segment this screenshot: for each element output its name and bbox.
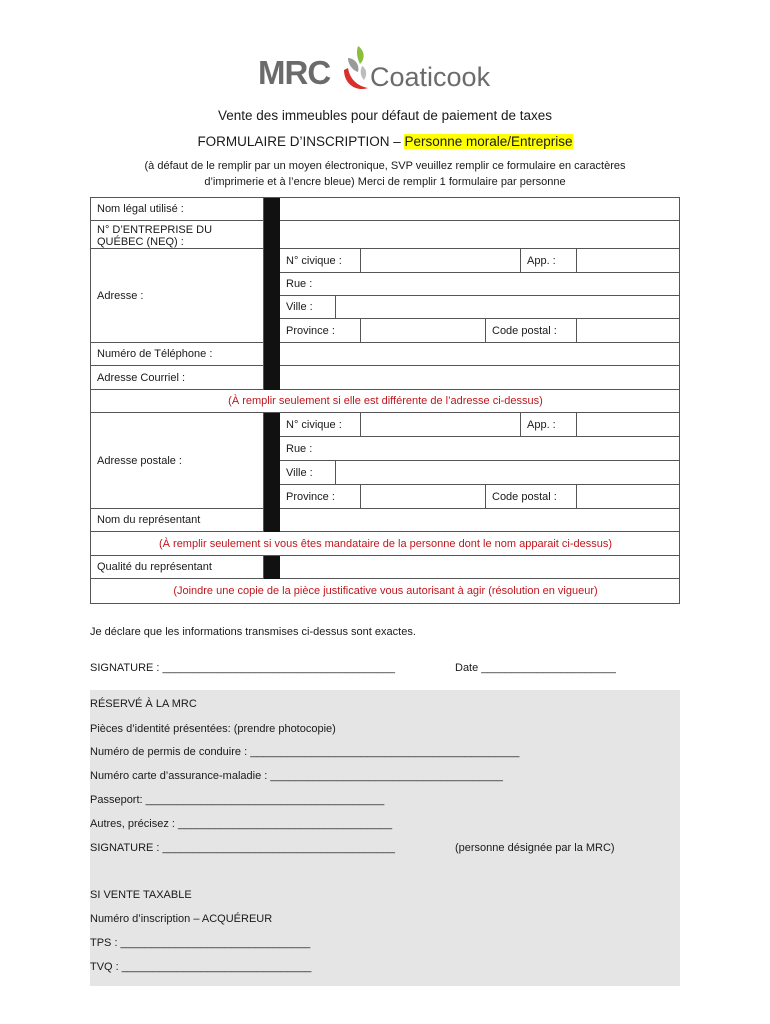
nom-legal-label: Nom légal utilisé : <box>91 198 264 221</box>
separator-bar <box>264 249 280 343</box>
vente-taxable-heading: SI VENTE TAXABLE <box>90 889 192 901</box>
numero-inscription: Numéro d’inscription – ACQUÉREUR <box>90 913 273 925</box>
rue-label: Rue : <box>280 273 680 296</box>
note-mandataire: (À remplir seulement si vous êtes mandataire de la personne dont le nom apparait ci-dessus) <box>91 532 680 556</box>
reserved-signature-line[interactable]: SIGNATURE : ______________________________________ <box>90 842 395 854</box>
personne-designee: (personne désignée par la MRC) <box>455 842 615 854</box>
form-subtitle-prefix: FORMULAIRE D’INSCRIPTION – <box>197 134 405 149</box>
tps-line[interactable]: TPS : _______________________________ <box>90 937 311 949</box>
ville-field[interactable] <box>336 296 680 319</box>
postale-app-field[interactable] <box>577 413 680 437</box>
courriel-field[interactable] <box>280 366 680 390</box>
neq-label-line-1: N° D’ENTREPRISE DU <box>97 224 213 236</box>
qualite-field[interactable] <box>280 556 680 579</box>
postale-province-label: Province : <box>280 485 361 509</box>
separator-bar <box>264 413 280 509</box>
adresse-postale-label: Adresse postale : <box>91 413 264 509</box>
code-postal-label: Code postal : <box>486 319 577 343</box>
separator-bar <box>264 198 280 221</box>
code-postal-field[interactable] <box>577 319 680 343</box>
mrc-coaticook-logo <box>258 44 518 94</box>
qualite-label: Qualité du représentant <box>91 556 264 579</box>
neq-field[interactable] <box>280 221 680 249</box>
note-piece-justificative: (Joindre une copie de la pièce justificative vous autorisant à agir (résolution en vigueur) <box>173 585 598 597</box>
telephone-label: Numéro de Téléphone : <box>91 343 264 366</box>
app-field[interactable] <box>577 249 680 273</box>
autres-line[interactable]: Autres, précisez : ___________________________________ <box>90 818 393 830</box>
civique-label: N° civique : <box>280 249 361 273</box>
passeport-line[interactable]: Passeport: _______________________________________ <box>90 794 385 806</box>
date-line[interactable]: Date ______________________ <box>455 662 616 674</box>
instructions-line-2: d’imprimerie et à l’encre bleue) Merci de remplir 1 formulaire par personne <box>204 176 566 188</box>
representant-field[interactable] <box>280 509 680 532</box>
postale-rue-label: Rue : <box>280 437 680 461</box>
postale-civique-label: N° civique : <box>280 413 361 437</box>
permis-conduire-line[interactable]: Numéro de permis de conduire : ____________________________________________ <box>90 746 520 758</box>
app-label: App. : <box>521 249 577 273</box>
postale-civique-field[interactable] <box>361 413 521 437</box>
ville-label: Ville : <box>280 296 336 319</box>
neq-label-line-2: QUÉBEC (NEQ) : <box>97 236 184 248</box>
instructions <box>0 158 770 190</box>
logo-mrc-text: MRC <box>258 54 331 91</box>
separator-bar <box>264 509 280 532</box>
postale-province-field[interactable] <box>361 485 486 509</box>
nom-legal-field[interactable] <box>280 198 680 221</box>
postale-ville-label: Ville : <box>280 461 336 485</box>
reserved-title: RÉSERVÉ À LA MRC <box>90 698 197 710</box>
civique-field[interactable] <box>361 249 521 273</box>
province-field[interactable] <box>361 319 486 343</box>
logo-coaticook-text: Coaticook <box>370 62 491 92</box>
postale-app-label: App. : <box>521 413 577 437</box>
signature-line[interactable]: SIGNATURE : ______________________________________ <box>90 662 395 674</box>
tvq-line[interactable]: TVQ : _______________________________ <box>90 961 312 973</box>
separator-bar <box>264 366 280 390</box>
assurance-maladie-line[interactable]: Numéro carte d’assurance-maladie : ______________________________________ <box>90 770 503 782</box>
courriel-label: Adresse Courriel : <box>91 366 264 390</box>
telephone-field[interactable] <box>280 343 680 366</box>
form-subtitle-highlight: Personne morale/Entreprise <box>404 134 573 149</box>
pieces-identite: Pièces d’identité présentées: (prendre photocopie) <box>90 723 336 735</box>
separator-bar <box>264 343 280 366</box>
page-title: Vente des immeubles pour défaut de paiement de taxes <box>218 108 552 123</box>
neq-label <box>91 221 264 249</box>
representant-label: Nom du représentant <box>91 509 264 532</box>
postale-ville-field[interactable] <box>336 461 680 485</box>
adresse-label: Adresse : <box>91 249 264 343</box>
leaf-logo-icon <box>340 44 374 92</box>
registration-form <box>90 197 680 604</box>
postale-code-postal-label: Code postal : <box>486 485 577 509</box>
note-adresse-differente: (À remplir seulement si elle est différente de l’adresse ci-dessus) <box>91 390 680 413</box>
separator-bar <box>264 221 280 249</box>
form-subtitle <box>0 134 770 149</box>
separator-bar <box>264 556 280 579</box>
postale-code-postal-field[interactable] <box>577 485 680 509</box>
declaration-text: Je déclare que les informations transmises ci-dessus sont exactes. <box>90 626 416 638</box>
instructions-line-1: (à défaut de le remplir par un moyen électronique, SVP veuillez remplir ce formulaire en caractères <box>144 160 626 172</box>
province-label: Province : <box>280 319 361 343</box>
